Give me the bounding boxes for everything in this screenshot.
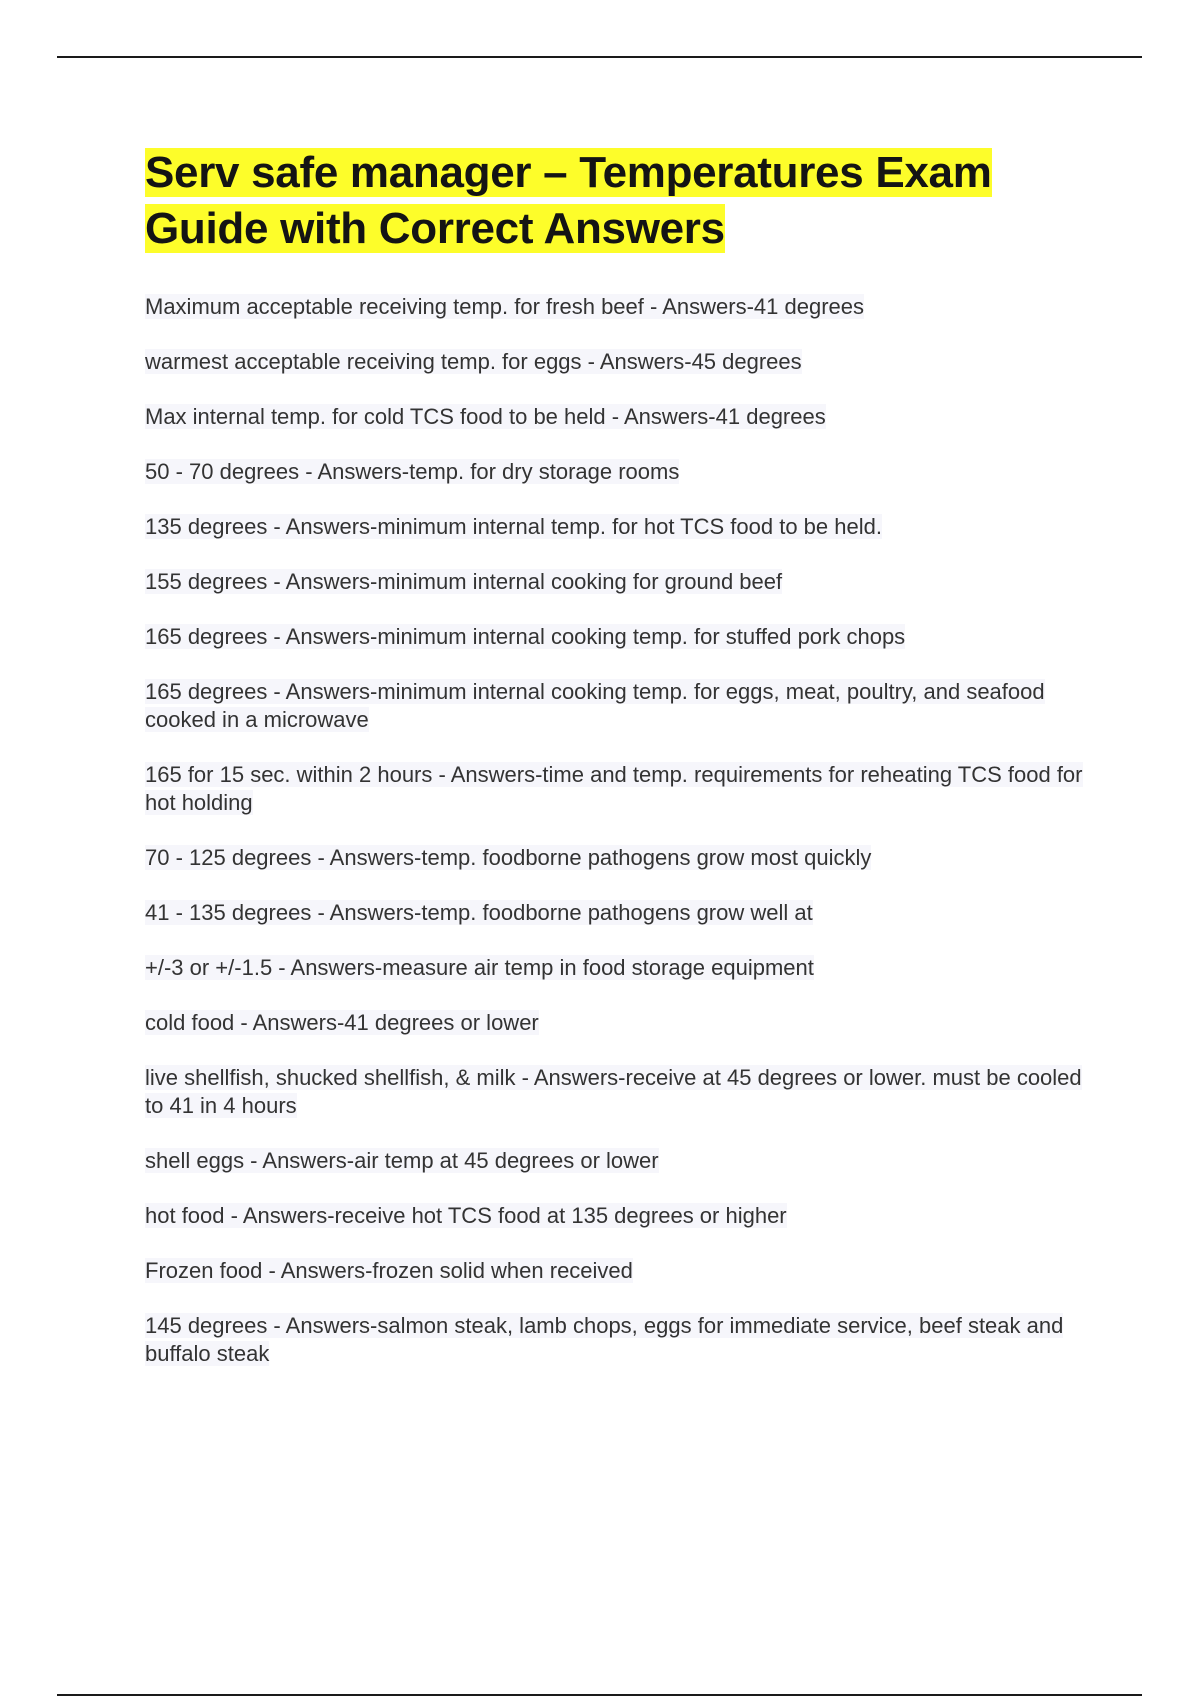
qa-item <box>145 293 1090 321</box>
qa-item-text: 165 degrees - Answers-minimum internal cooking temp. for stuffed pork chops <box>145 624 906 649</box>
qa-item-text: Frozen food - Answers-frozen solid when received <box>145 1258 633 1283</box>
qa-item-text: Max internal temp. for cold TCS food to be held - Answers-41 degrees <box>145 404 826 429</box>
qa-item-text: shell eggs - Answers-air temp at 45 degrees or lower <box>145 1148 659 1173</box>
qa-item-text: 70 - 125 degrees - Answers-temp. foodborne pathogens grow most quickly <box>145 845 872 870</box>
qa-item-text: hot food - Answers-receive hot TCS food at 135 degrees or higher <box>145 1203 787 1228</box>
qa-item <box>145 568 1090 596</box>
qa-item-text: 135 degrees - Answers-minimum internal temp. for hot TCS food to be held. <box>145 514 882 539</box>
qa-item-text: 50 - 70 degrees - Answers-temp. for dry storage rooms <box>145 459 680 484</box>
qa-item <box>145 899 1090 927</box>
qa-item-text: 155 degrees - Answers-minimum internal cooking for ground beef <box>145 569 783 594</box>
qa-item <box>145 458 1090 486</box>
header-rule <box>57 56 1142 58</box>
qa-item-text: 165 for 15 sec. within 2 hours - Answers-time and temp. requirements for reheating TCS food for hot holding <box>145 762 1083 815</box>
qa-item <box>145 348 1090 376</box>
document-body <box>145 145 1090 1395</box>
qa-item <box>145 1064 1090 1120</box>
document-title-text: Serv safe manager – Temperatures Exam Guide with Correct Answers <box>145 148 992 253</box>
qa-item-text: 165 degrees - Answers-minimum internal cooking temp. for eggs, meat, poultry, and seafood cooked in a microwave <box>145 679 1045 732</box>
qa-item-text: +/-3 or +/-1.5 - Answers-measure air temp in food storage equipment <box>145 955 814 980</box>
qa-item <box>145 954 1090 982</box>
qa-item <box>145 761 1090 817</box>
qa-item-text: warmest acceptable receiving temp. for eggs - Answers-45 degrees <box>145 349 802 374</box>
qa-item <box>145 1147 1090 1175</box>
document-title <box>145 145 1090 257</box>
qa-item-text: 41 - 135 degrees - Answers-temp. foodborne pathogens grow well at <box>145 900 813 925</box>
qa-list <box>145 293 1090 1368</box>
qa-item <box>145 1312 1090 1368</box>
qa-item <box>145 844 1090 872</box>
footer-rule <box>57 1694 1142 1696</box>
qa-item-text: Maximum acceptable receiving temp. for fresh beef - Answers-41 degrees <box>145 294 864 319</box>
qa-item-text: 145 degrees - Answers-salmon steak, lamb chops, eggs for immediate service, beef steak and buffalo steak <box>145 1313 1064 1366</box>
qa-item-text: live shellfish, shucked shellfish, & milk - Answers-receive at 45 degrees or lower. must be cooled to 41 in 4 hours <box>145 1065 1082 1118</box>
qa-item <box>145 403 1090 431</box>
qa-item <box>145 1257 1090 1285</box>
qa-item <box>145 1009 1090 1037</box>
qa-item <box>145 513 1090 541</box>
qa-item <box>145 623 1090 651</box>
qa-item <box>145 678 1090 734</box>
qa-item <box>145 1202 1090 1230</box>
qa-item-text: cold food - Answers-41 degrees or lower <box>145 1010 539 1035</box>
